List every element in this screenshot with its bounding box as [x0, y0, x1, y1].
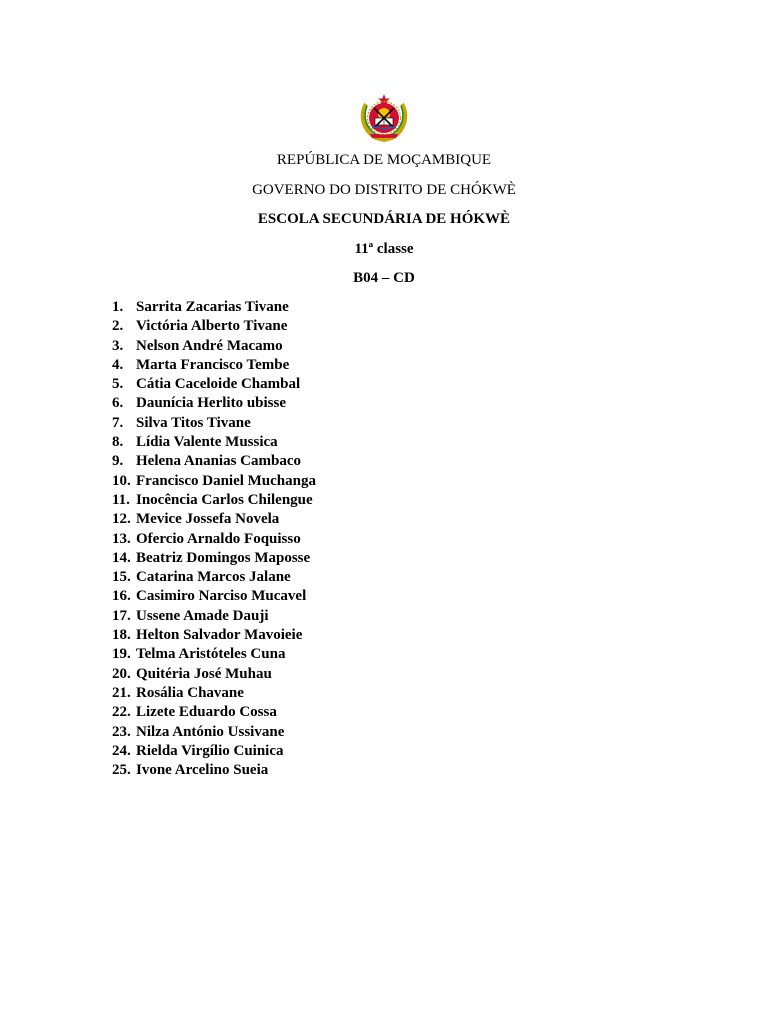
- list-item-number: 25.: [112, 762, 131, 779]
- student-name: Sarrita Zacarias Tivane: [136, 299, 289, 315]
- list-item: [112, 626, 316, 645]
- student-name: Daunícia Herlito ubisse: [136, 395, 287, 412]
- list-item-number: 10.: [112, 472, 131, 489]
- list-item-number: 2.: [112, 318, 124, 335]
- student-name: Francisco Daniel Muchanga: [136, 472, 316, 489]
- student-name: Ofercio Arnaldo Foquisso: [136, 530, 301, 547]
- list-item: [112, 356, 316, 375]
- student-name: Telma Aristóteles Cuna: [136, 646, 286, 663]
- list-item: [112, 549, 316, 568]
- list-item: [112, 587, 316, 606]
- list-item-number: 21.: [112, 684, 131, 701]
- student-name: Helton Salvador Mavoieie: [136, 627, 303, 644]
- list-item: [112, 433, 316, 452]
- list-item-number: 17.: [112, 607, 131, 624]
- student-name: Catarina Marcos Jalane: [136, 569, 291, 586]
- list-item: [112, 337, 316, 356]
- list-item-number: 9.: [112, 453, 124, 470]
- class-group-heading: B04 – CD: [353, 270, 415, 286]
- student-name: Marta Francisco Tembe: [136, 356, 290, 373]
- list-item-number: 8.: [112, 434, 124, 451]
- list-item: [112, 761, 316, 780]
- district-government-heading: GOVERNO DO DISTRITO DE CHÓKWÈ: [252, 182, 516, 198]
- coat-of-arms-icon: [358, 92, 410, 142]
- student-name: Nelson André Macamo: [136, 337, 283, 354]
- student-name: Beatriz Domingos Maposse: [136, 549, 311, 566]
- student-list: [112, 298, 316, 780]
- student-name: Casimiro Narciso Mucavel: [136, 588, 307, 605]
- grade-heading: 11ª classe: [354, 241, 414, 257]
- list-item: [112, 742, 316, 761]
- student-name: Victória Alberto Tivane: [136, 318, 288, 335]
- list-item: [112, 607, 316, 626]
- list-item-number: 24.: [112, 742, 131, 759]
- list-item: [112, 645, 316, 664]
- student-name: Rosália Chavane: [136, 684, 244, 701]
- student-name: Cátia Caceloide Chambal: [136, 376, 301, 393]
- list-item-number: 13.: [112, 530, 131, 547]
- list-item: [112, 530, 316, 549]
- list-item: [112, 394, 316, 413]
- list-item: [112, 684, 316, 703]
- student-name: Ivone Arcelino Sueia: [136, 762, 269, 779]
- list-item: [112, 317, 316, 336]
- list-item-number: 18.: [112, 627, 131, 644]
- list-item-number: 14.: [112, 549, 131, 566]
- list-item-number: 6.: [112, 395, 124, 412]
- list-item-number: 22.: [112, 704, 131, 721]
- list-item-number: 7.: [112, 414, 124, 431]
- list-item: [112, 510, 316, 529]
- list-item-number: 1.: [112, 299, 124, 315]
- list-item: [112, 723, 316, 742]
- list-item: [112, 703, 316, 722]
- student-name: Lizete Eduardo Cossa: [136, 704, 277, 721]
- list-item-number: 23.: [112, 723, 131, 740]
- list-item-number: 15.: [112, 569, 131, 586]
- list-item-number: 11.: [112, 491, 130, 508]
- student-name: Quitéria José Muhau: [136, 665, 272, 682]
- list-item-number: 3.: [112, 337, 124, 354]
- list-item-number: 19.: [112, 646, 131, 663]
- student-name: Helena Ananias Cambaco: [136, 453, 302, 470]
- coat-of-arms-graphic: [358, 92, 410, 142]
- list-item-number: 16.: [112, 588, 131, 605]
- list-item: [112, 375, 316, 394]
- list-item: [112, 414, 316, 433]
- list-item: [112, 665, 316, 684]
- list-item: [112, 472, 316, 491]
- list-item-number: 5.: [112, 376, 124, 393]
- student-name: Mevice Jossefa Novela: [136, 511, 280, 528]
- student-name: Rielda Virgílio Cuinica: [136, 742, 284, 759]
- student-name: Nilza António Ussivane: [136, 723, 285, 740]
- student-name: Lídia Valente Mussica: [136, 434, 278, 451]
- student-name: Inocência Carlos Chilengue: [136, 491, 313, 508]
- list-item: [112, 298, 316, 317]
- list-item-number: 12.: [112, 511, 131, 528]
- country-heading: REPÚBLICA DE MOÇAMBIQUE: [276, 152, 492, 168]
- list-item: [112, 491, 316, 510]
- list-item-number: 20.: [112, 665, 131, 682]
- student-name: Ussene Amade Dauji: [136, 607, 269, 624]
- school-name-heading: ESCOLA SECUNDÁRIA DE HÓKWÈ: [257, 211, 511, 227]
- student-name: Silva Titos Tivane: [136, 414, 251, 431]
- list-item-number: 4.: [112, 356, 124, 373]
- list-item: [112, 568, 316, 587]
- list-item: [112, 452, 316, 471]
